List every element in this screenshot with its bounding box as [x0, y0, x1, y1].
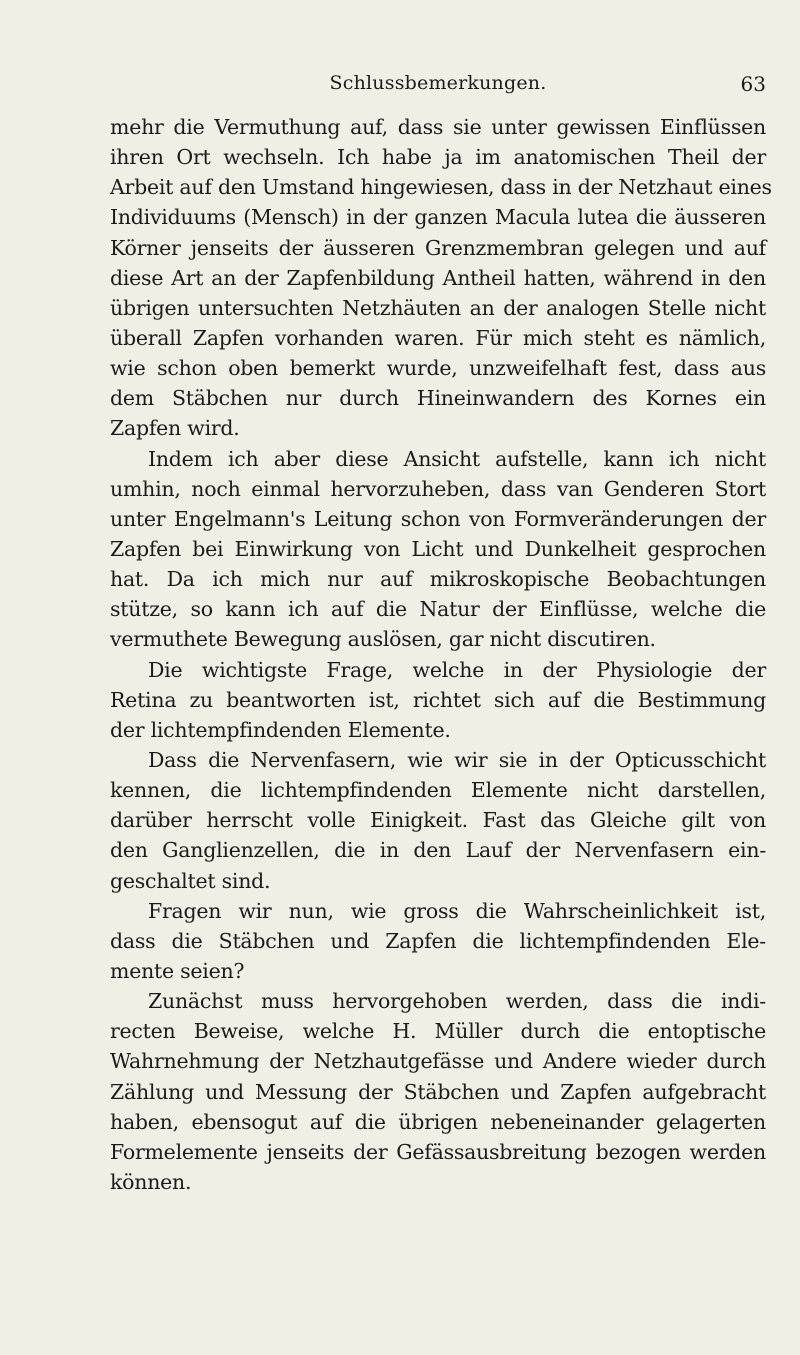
- text-line: mehr die Vermuthung auf, dass sie unter gewissen Einflüssen: [110, 115, 766, 139]
- text-line: umhin, noch einmal hervorzuheben, dass van Genderen Stort: [110, 476, 766, 501]
- text-line: Die wichtigste Frage, welche in der Physiologie der: [148, 657, 766, 682]
- running-head: [110, 72, 766, 102]
- text-line: Retina zu beantworten ist, richtet sich auf die Bestimmung: [110, 687, 766, 712]
- text-line: Individuums (Mensch) in der ganzen Macula lutea die äusseren: [110, 205, 766, 230]
- paragraph: [110, 896, 766, 986]
- paragraph: [110, 112, 772, 444]
- text-line: der lichtempfindenden Elemente.: [110, 717, 451, 742]
- text-line: darüber herrscht volle Einigkeit. Fast das Gleiche gilt von: [110, 808, 766, 833]
- running-title: Schlussbemerkungen.: [329, 72, 547, 94]
- text-line: stütze, so kann ich auf die Natur der Einflüsse, welche die: [110, 597, 766, 622]
- text-line: geschaltet sind.: [110, 868, 271, 893]
- page-number: 63: [740, 72, 766, 96]
- text-line: Formelemente jenseits der Gefässausbreitung bezogen werden: [110, 1139, 766, 1164]
- paragraph: [110, 444, 766, 655]
- text-line: Wahrnehmung der Netzhautgefässe und Andere wieder durch: [110, 1049, 766, 1074]
- text-line: Dass die Nervenfasern, wie wir sie in der Opticusschicht: [148, 747, 766, 772]
- text-line: dem Stäbchen nur durch Hineinwandern des Kornes ein: [110, 386, 766, 411]
- text-line: Zapfen bei Einwirkung von Licht und Dunkelheit gesprochen: [110, 536, 766, 561]
- text-line: ihren Ort wechseln. Ich habe ja im anatomischen Theil der: [110, 145, 766, 170]
- text-line: haben, ebensogut auf die übrigen nebeneinander gelagerten: [110, 1109, 766, 1134]
- text-line: Körner jenseits der äusseren Grenzmembran gelegen und auf: [110, 235, 766, 260]
- text-line: hat. Da ich mich nur auf mikroskopische Beobachtungen: [110, 567, 766, 592]
- text-line: wie schon oben bemerkt wurde, unzweifelhaft fest, dass aus: [110, 356, 766, 381]
- text-line: übrigen untersuchten Netzhäuten an der analogen Stelle nicht: [110, 295, 766, 320]
- text-line: vermuthete Bewegung auslösen, gar nicht discutiren.: [110, 627, 656, 652]
- text-line: mente seien?: [110, 958, 245, 983]
- text-line: Zapfen wird.: [110, 416, 240, 441]
- paragraph: [110, 986, 766, 1197]
- text-line: Fragen wir nun, wie gross die Wahrscheinlichkeit ist,: [148, 898, 766, 923]
- text-line: Zunächst muss hervorgehoben werden, dass die indi-: [148, 989, 766, 1014]
- paragraph: [110, 655, 766, 745]
- text-line: Arbeit auf den Umstand hingewiesen, dass in der Netzhaut eines: [110, 175, 772, 200]
- paragraph: [110, 745, 766, 896]
- text-line: Indem ich aber diese Ansicht aufstelle, kann ich nicht: [148, 446, 766, 471]
- text-line: dass die Stäbchen und Zapfen die lichtempfindenden Ele-: [110, 928, 766, 953]
- text-line: Zählung und Messung der Stäbchen und Zapfen aufgebracht: [110, 1079, 766, 1104]
- text-line: den Ganglienzellen, die in den Lauf der Nervenfasern ein-: [110, 838, 766, 863]
- body-text: [110, 112, 772, 1197]
- text-line: kennen, die lichtempfindenden Elemente nicht darstellen,: [110, 778, 766, 803]
- text-line: können.: [110, 1169, 192, 1194]
- text-line: überall Zapfen vorhanden waren. Für mich steht es nämlich,: [110, 325, 766, 350]
- text-line: diese Art an der Zapfenbildung Antheil hatten, während in den: [110, 265, 766, 290]
- text-line: recten Beweise, welche H. Müller durch die entoptische: [110, 1019, 766, 1044]
- text-line: unter Engelmann's Leitung schon von Formveränderungen der: [110, 506, 766, 531]
